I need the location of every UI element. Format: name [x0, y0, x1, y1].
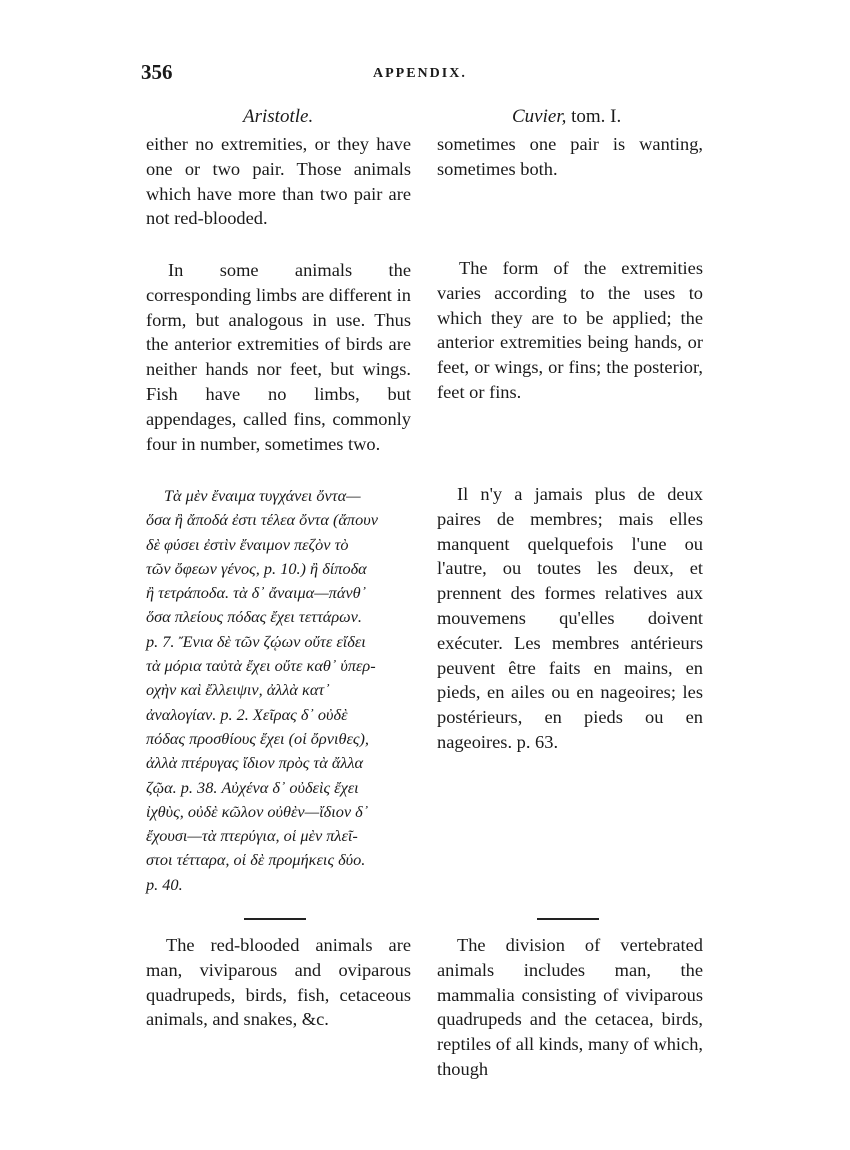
greek-line: ἰχθὺς, οὐδὲ κῶλον οὐθὲν—ἴδιον δ᾽	[146, 801, 369, 821]
right-paragraph-3	[437, 933, 703, 1082]
right-paragraph-1	[437, 132, 703, 182]
greek-line: ζῷα. p. 38. Αὐχένα δ᾽ οὐδεὶς ἔχει	[146, 777, 359, 797]
greek-line: ὅσα ἢ ἄποδά ἐστι τέλεα ὄντα (ἄπουν	[146, 510, 378, 530]
greek-quotation	[146, 484, 416, 897]
running-head: APPENDIX.	[373, 66, 467, 81]
right-paragraph-1-text: sometimes one pair is wanting, sometimes both.	[437, 134, 703, 179]
right-paragraph-2-text: The form of the extremities varies according to the uses to which they are to be applied; the anterior extremities being hands, or feet, or wings, or fins; the posterior, feet or fins.	[437, 258, 703, 402]
left-column-heading: Aristotle.	[243, 106, 314, 127]
greek-line: ὅσα πλείους πόδας ἔχει τεττάρων.	[146, 607, 362, 627]
greek-line: τὰ μόρια ταὐτὰ ἔχει οὔτε καθ᾽ ὑπερ-	[146, 656, 376, 676]
greek-line: στοι τέτταρα, οἱ δὲ προμήκεις δύο.	[146, 850, 366, 870]
left-paragraph-3	[146, 933, 411, 1032]
greek-line: ἢ τετράποδα. τὰ δ᾽ ἄναιμα—πάνθ᾽	[146, 583, 367, 603]
right-paragraph-2	[437, 256, 703, 405]
right-column-heading	[512, 106, 621, 128]
greek-line: p. 40.	[146, 874, 183, 894]
right-heading-author: Cuvier,	[512, 106, 567, 127]
left-paragraph-1-text: either no extremities, or they have one or two pair. Those animals which have more than two pair are not red-blooded.	[146, 134, 411, 229]
left-paragraph-3-text: The red-blooded animals are man, viviparous and oviparous quadrupeds, birds, fish, cetaceous animals, and snakes, &c.	[146, 935, 411, 1030]
greek-line: Τὰ μὲν ἔναιμα τυγχάνει ὄντα—	[164, 486, 361, 505]
right-french-quotation-text: Il n'y a jamais plus de deux paires de membres; mais elles manquent quelquefois l'une ou l'autre, ou toutes les deux, et prennent des formes relatives aux mouvemens qu'elles doivent exécuter. Les membres antérieurs peuvent être faits en mains, en pieds, en ailes ou en nageoires; les postérieurs, en pieds ou en nageoires. p. 63.	[437, 484, 703, 752]
greek-line: ἀναλογίαν. p. 2. Χεῖρας δ᾽ οὐδὲ	[146, 704, 348, 724]
left-paragraph-2	[146, 258, 411, 456]
right-heading-tome: tom. I.	[566, 106, 622, 127]
greek-line: ἔχουσι—τὰ πτερύγια, οἱ μὲν πλεῖ-	[146, 826, 358, 846]
greek-line: δὲ φύσει ἐστὶν ἔναιμον πεζὸν τὸ	[146, 534, 349, 554]
page-number: 356	[141, 60, 173, 84]
left-paragraph-2-text: In some animals the corresponding limbs are different in form, but analogous in use. Thus the anterior extremities of birds are neither hands nor feet, but wings. Fish have no limbs, but appendages, called fins, commonly four in number, sometimes two.	[146, 260, 411, 454]
greek-line: ἀλλὰ πτέρυγας ἴδιον πρὸς τὰ ἄλλα	[146, 753, 364, 773]
right-french-quotation	[437, 482, 703, 755]
left-section-rule	[244, 918, 306, 920]
greek-line: πόδας προσθίους ἔχει (οἱ ὄρνιθες),	[146, 728, 370, 748]
left-paragraph-1	[146, 132, 411, 231]
right-section-rule	[537, 918, 599, 920]
greek-line: οχὴν καὶ ἔλλειψιν, ἀλλὰ κατ᾽	[146, 680, 330, 700]
greek-line: p. 7. Ἔνια δὲ τῶν ζῴων οὔτε εἴδει	[146, 631, 366, 651]
right-paragraph-3-text: The division of vertebrated animals includes man, the mammalia consisting of viviparous quadrupeds and the cetacea, birds, reptiles of all kinds, many of which, though	[437, 935, 703, 1079]
greek-line: τῶν ὄφεων γένος, p. 10.) ἢ δίποδα	[146, 558, 367, 578]
